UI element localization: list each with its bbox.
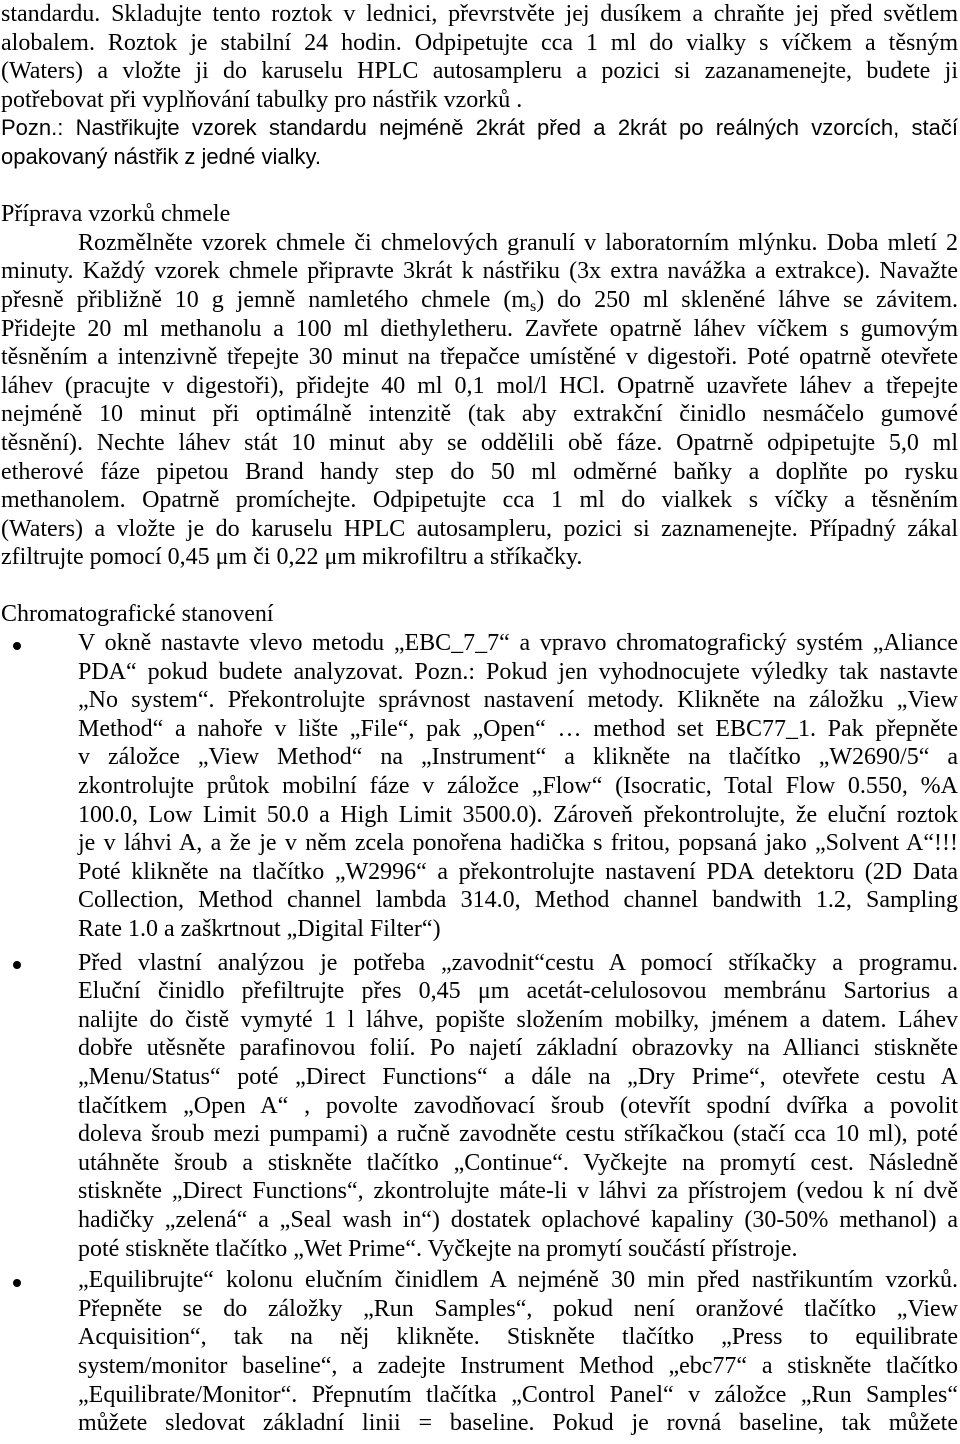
intro-paragraph	[1, 0, 958, 114]
text-line: Poté klikněte na tlačítko „W2996“ a překontrolujte nastavení PDA detektoru (2D Data	[78, 858, 958, 885]
text-line: standardu. Skladujte tento roztok v lednici, převrstvěte jej dusíkem a chraňte jej před světlem	[1, 1, 958, 27]
text-line: alobalem. Roztok je stabilní 24 hodin. Odpipetujte cca 1 ml do vialky s víčkem a těsným	[1, 29, 958, 56]
text-line: 100.0, Low Limit 50.0 a High Limit 3500.0). Zároveň překontrolujte, že eluční roztok	[78, 801, 958, 828]
list-item	[1, 629, 958, 944]
text-line: „No system“. Překontrolujte správnost nastavení metody. Klikněte na záložku „View	[78, 687, 958, 714]
text-line: Eluční činidlo přefiltrujte přes 0,45 μm acetát-celulosovou membránu Sartorius a	[78, 978, 958, 1005]
text-segment: ) do 250 ml skleněné láhve se závitem.	[536, 286, 958, 313]
text-line: „Menu/Status“ poté „Direct Functions“ a dále na „Dry Prime“, otevřete cestu A	[78, 1063, 958, 1090]
text-line: zkontrolujte průtok mobilní fáze v záložce „Flow“ (Isocratic, Total Flow 0.550, %A	[78, 773, 958, 800]
text-line: (Waters) a vložte je do karuselu HPLC autosampleru, pozici si zaznamenejte. Případný zákal	[1, 515, 958, 542]
text-line: Před vlastní analýzou je potřeba „zavodnit“cestu A pomocí stříkačky a programu.	[78, 949, 958, 976]
text-line: doleva šroub mezi pumpami) a ručně zavodněte cestu stříkačkou (stačí cca 10 ml), poté	[78, 1121, 958, 1148]
text-line: v záložce „View Method“ na „Instrument“ a klikněte na tlačítko „W2690/5“ a	[78, 744, 958, 771]
instruction-list	[1, 629, 958, 1438]
subscript: s	[530, 297, 537, 315]
text-line: potřebovat při vyplňování tabulky pro nástřik vzorků .	[1, 86, 523, 113]
text-line: „Equilibrate/Monitor“. Přepnutím tlačítka „Control Panel“ v záložce „Run Samples“	[78, 1381, 958, 1408]
text-line: Přidejte 20 ml methanolu a 100 ml diethyletheru. Zavřete opatrně láhev víčkem s gumovým	[1, 315, 958, 342]
text-line: tlačítkem „Open A“ , povolte zavodňovací šroub (otevřít spodní dvířka a povolit	[78, 1092, 958, 1119]
text-line: stiskněte „Direct Functions“, zkontrolujte máte-li v láhvi za přístrojem (vedou k ní dvě	[78, 1178, 958, 1205]
list-item	[1, 949, 958, 1264]
text-line: minuty. Každý vzorek chmele připravte 3krát k nástřiku (3x extra navážka a extrakce). Navažte	[1, 258, 958, 285]
text-line: Acquisition“, tak na něj klikněte. Stiskněte tlačítko „Press to equilibrate	[78, 1324, 958, 1351]
text-line: utáhněte šroub a stiskněte tlačítko „Continue“. Vyčkejte na promytí cest. Následně	[78, 1149, 958, 1176]
text-line: těsnění). Nechte láhev stát 10 minut aby se oddělili obě fáze. Opatrně odpipetujte 5,0 ml	[1, 429, 958, 456]
note-paragraph	[1, 114, 958, 171]
text-line: hadičky „zelená“ a „Seal wash in“) dostatek oplachové kapaliny (30-50% methanol) a	[78, 1206, 958, 1233]
text-line: Rate 1.0 a zaškrtnout „Digital Filter“)	[78, 916, 441, 942]
text-segment: přesně přibližně 10 g jemně namletého chmele (m	[1, 286, 531, 313]
text-line: Pozn.: Nastřikujte vzorek standardu nejméně 2krát před a 2krát po reálných vzorcích, stačí	[1, 115, 958, 141]
text-line: dobře utěsněte parafinovou folií. Po najetí základní obrazovky na Allianci stiskněte	[78, 1035, 958, 1062]
section-heading: Příprava vzorků chmele	[1, 201, 231, 228]
text-line: system/monitor baseline“, a zadejte Instrument Method „ebc77“ a stiskněte tlačítko	[78, 1352, 958, 1379]
text-line: zfiltrujte pomocí 0,45 μm či 0,22 μm mikrofiltru a stříkačky.	[1, 544, 583, 571]
text-line: nejméně 10 minut při optimálně intenzitě (tak aby extrakční činidlo nesmáčelo gumové	[1, 401, 958, 428]
text-line: nalijte do čistě vymyté 1 l láhve, popište složením mobilky, jménem a datem. Láhev	[78, 1006, 958, 1033]
text-line: (Waters) a vložte ji do karuselu HPLC autosampleru a pozici si zazanamenejte, budete ji	[1, 58, 958, 85]
blank-line	[1, 172, 958, 201]
document-body	[1, 0, 958, 1438]
text-line	[1, 286, 958, 315]
sample-preparation-section	[1, 200, 958, 572]
blank-line	[1, 572, 958, 601]
bullet-icon	[13, 642, 21, 650]
text-line: „Equilibrujte“ kolonu elučním činidlem A nejméně 30 min před nastřikuntím vzorků.	[78, 1267, 958, 1294]
bullet-icon	[13, 961, 21, 969]
text-line: Collection, Method channel lambda 314.0, Method channel bandwith 1.2, Sampling	[78, 887, 958, 914]
text-line: můžete sledovat základní linii = baseline. Pokud je rovná baseline, tak můžete	[78, 1410, 958, 1437]
sample-preparation-paragraph	[1, 229, 958, 572]
text-line: PDA“ pokud budete analyzovat. Pozn.: Pokud jen vyhodnocujete výledky tak nastavte	[78, 658, 958, 685]
text-line: V okně nastavte vlevo metodu „EBC_7_7“ a vpravo chromatografický systém „Aliance	[78, 630, 958, 657]
section-heading: Chromatografické stanovení	[1, 601, 274, 628]
text-line: Method“ a nahoře v lište „File“, pak „Open“ … method set EBC77_1. Pak přepněte	[78, 715, 958, 742]
text-line: methanolem. Opatrně promíchejte. Odpipetujte cca 1 ml do vialkek s víčky a těsněním	[1, 487, 958, 514]
bullet-icon	[13, 1279, 21, 1287]
text-line: je v láhvi A, a že je v něm zcela ponořena hadička s fritou, popsaná jako „Solvent A“!!!	[78, 830, 958, 857]
text-line: Přepněte se do záložky „Run Samples“, pokud není oranžové tlačítko „View	[78, 1295, 958, 1322]
text-line: Rozmělněte vzorek chmele či chmelových granulí v laboratorním mlýnku. Doba mletí 2	[78, 229, 958, 256]
chromatography-section	[1, 600, 958, 1437]
text-line: láhev (pracujte v digestoři), přidejte 40 ml 0,1 mol/l HCl. Opatrně uzavřete láhev a třepejte	[1, 372, 958, 399]
text-line: těsněním a intenzivně třepejte 30 minut na třepačce umístěné v digestoři. Poté opatrně otevřete	[1, 344, 958, 371]
text-line: opakovaný nástřik z jedné vialky.	[1, 143, 321, 169]
text-line: poté stiskněte tlačítko „Wet Prime“. Vyčkejte na promytí součástí přístroje.	[78, 1235, 798, 1262]
list-item	[1, 1266, 958, 1438]
text-line: etherové fáze pipetou Brand handy step do 50 ml odměrné baňky a doplňte po rysku	[1, 458, 958, 485]
